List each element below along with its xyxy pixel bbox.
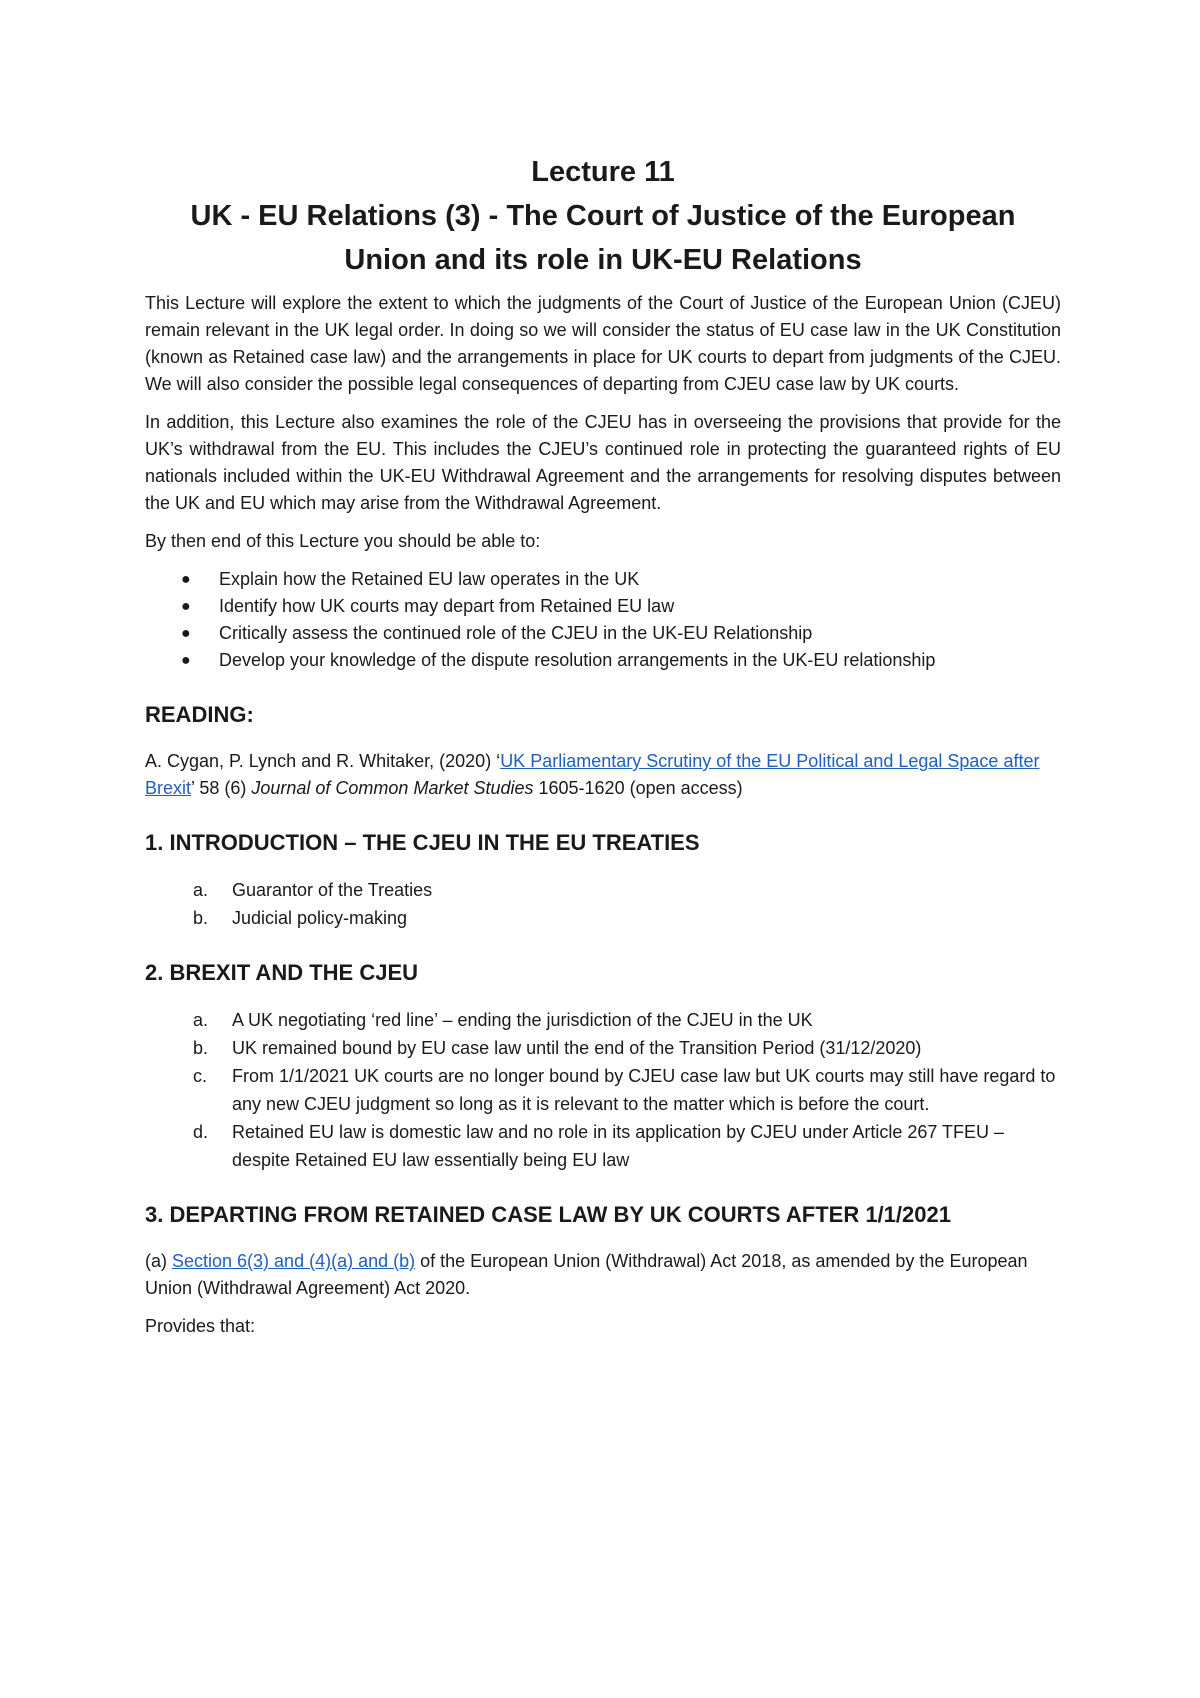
section-3-paragraph: (a) Section 6(3) and (4)(a) and (b) of the European Union (Withdrawal) Act 2018, as amended by the European Union (Withdrawal Agreement) Act 2020. [145,1251,1028,1298]
title-line-1: Lecture 11 [531,156,675,188]
list-item: ● Critically assess the continued role of the CJEU in the UK-EU Relationship [219,620,1061,647]
list-item: d. Retained EU law is domestic law and no role in its application by CJEU under Article 267 TFEU – despite Retained EU law essentially being EU law [193,1122,1005,1170]
list-item: b. UK remained bound by EU case law until the end of the Transition Period (31/12/2020) [193,1038,922,1058]
section-3-heading: 3. DEPARTING FROM RETAINED CASE LAW BY UK COURTS AFTER 1/1/2021 [145,1202,951,1227]
title-line-2: UK - EU Relations (3) - The Court of Justice of the European [190,200,1016,232]
learning-outcomes-list [145,566,1061,674]
list-item: c. From 1/1/2021 UK courts are no longer bound by CJEU case law but UK courts may still have regard to any new CJEU judgment so long as it is relevant to the matter which is before the court. [193,1066,1056,1114]
reading-citation [145,748,1061,802]
provides-that: Provides that: [145,1316,256,1336]
list-item: a. Guarantor of the Treaties [193,880,433,900]
section-2-heading: 2. BREXIT AND THE CJEU [145,960,419,985]
document-title [145,150,1061,282]
bullet-icon: ● [181,598,191,615]
list-item: ● Identify how UK courts may depart from Retained EU law [219,593,1061,620]
list-item: b. Judicial policy-making [193,908,408,928]
section-2-list [145,1006,1061,1174]
list-item: ● Develop your knowledge of the dispute resolution arrangements in the UK-EU relationship [219,647,1061,674]
citation-pages: 1605-1620 (open access) [533,778,743,798]
bullet-icon: ● [181,571,191,588]
bullet-icon: ● [181,625,191,642]
citation-volume: ’ 58 (6) [191,778,252,798]
bullet-icon: ● [181,652,191,669]
document-page [145,150,1061,1351]
title-line-3: Union and its role in UK-EU Relations [344,244,862,276]
intro-paragraph-2: In addition, this Lecture also examines the role of the CJEU has in overseeing the provisions that provide for the UK’s withdrawal from the EU. This includes the CJEU’s continued role in protecting the guaranteed rights of EU nationals included within the UK-EU Withdrawal Agreement and the arrangements for resolving disputes between the UK and EU which may arise from the Withdrawal Agreement. [145,412,1061,513]
citation-authors: A. Cygan, P. Lynch and R. Whitaker, (2020) ‘ [145,751,501,771]
outcomes-lead-in: By then end of this Lecture you should be able to: [145,531,541,551]
intro-paragraph-1: This Lecture will explore the extent to which the judgments of the Court of Justice of the European Union (CJEU) remain relevant in the UK legal order. In doing so we will consider the status of EU case law in the UK Constitution (known as Retained case law) and the arrangements in place for UK courts to depart from judgments of the CJEU. We will also consider the possible legal consequences of departing from CJEU case law by UK courts. [145,293,1061,394]
reading-heading: READING: [145,702,254,727]
article-link[interactable]: UK Parliamentary Scrutiny of the EU Political and Legal Space after Brexit [145,751,1040,798]
section-1-heading: 1. INTRODUCTION – THE CJEU IN THE EU TREATIES [145,830,700,855]
journal-name: Journal of Common Market Studies [251,778,534,798]
list-item: a. A UK negotiating ‘red line’ – ending the jurisdiction of the CJEU in the UK [193,1010,813,1030]
legislation-link[interactable]: Section 6(3) and (4)(a) and (b) [172,1251,416,1271]
section-1-list [145,876,1061,932]
list-item: ● Explain how the Retained EU law operates in the UK [219,566,1061,593]
